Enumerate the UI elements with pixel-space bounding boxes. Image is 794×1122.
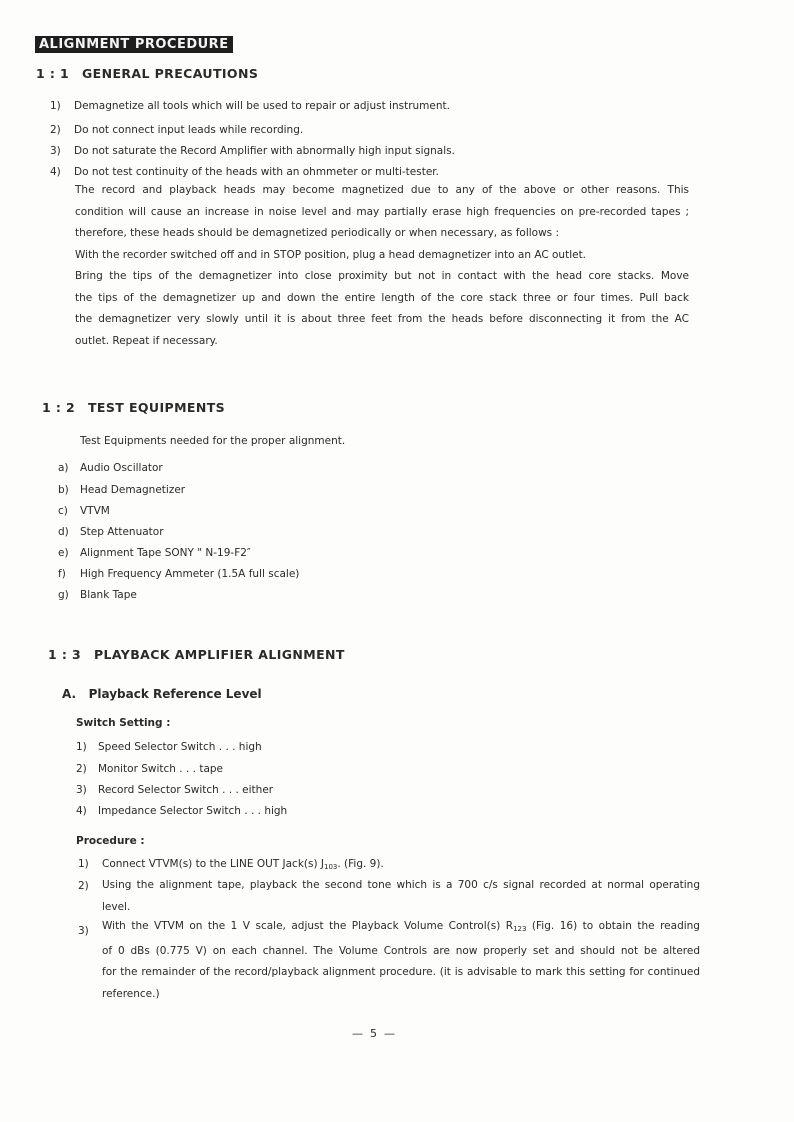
list-item [58, 505, 110, 517]
step-line: of 0 dBs (0.775 V) on each channel. The Volume Controls are now properly set and should not be altered [102, 944, 700, 957]
procedure-step-text [102, 875, 700, 918]
item-text: Do not connect input leads while recording. [74, 124, 304, 136]
step-line: reference.) [102, 987, 160, 1000]
item-text: Do not test continuity of the heads with an ohmmeter or multi-tester. [74, 166, 439, 178]
list-item [76, 805, 287, 817]
item-text: Monitor Switch . . . tape [98, 763, 224, 775]
item-marker: f) [58, 568, 66, 580]
step-marker: 3) [78, 925, 89, 937]
item-marker: e) [58, 547, 69, 559]
list-item [50, 166, 690, 178]
procedure-step-text [102, 916, 700, 1005]
test-equipment-intro: Test Equipments needed for the proper alignment. [80, 435, 346, 447]
paragraph-line: The record and playback heads may become magnetized due to any of the above or other reasons. This [75, 184, 689, 196]
list-item [76, 741, 262, 753]
item-marker: 3) [76, 784, 87, 796]
item-text: Blank Tape [80, 589, 137, 601]
section-number: 1 : 3 [48, 647, 82, 662]
item-marker: 1) [76, 741, 87, 753]
item-marker: 4) [76, 805, 87, 817]
item-marker: 1) [50, 100, 61, 112]
demagnetize-paragraph [75, 180, 689, 352]
section-title: TEST EQUIPMENTS [88, 400, 226, 415]
list-item [58, 589, 137, 601]
paragraph-line: therefore, these heads should be demagnetized periodically or when necessary, as follows : [75, 227, 560, 239]
item-marker: c) [58, 505, 68, 517]
section-number: 1 : 2 [42, 400, 76, 415]
paragraph-line: outlet. Repeat if necessary. [75, 334, 218, 347]
list-item [50, 145, 690, 157]
list-item [50, 124, 690, 136]
item-marker: 3) [50, 145, 61, 157]
list-item [76, 784, 273, 796]
list-item [58, 484, 185, 496]
subsection-heading: A. Playback Reference Level [62, 687, 262, 701]
step-line: level. [102, 900, 131, 913]
procedure-step [78, 858, 384, 871]
item-marker: g) [58, 589, 69, 601]
paragraph-line: the tips of the demagnetizer up and down the entire length of the core stack three or four times. Pull back [75, 291, 689, 304]
step-line: for the remainder of the record/playback alignment procedure. (it is advisable to mark this setting for continued [102, 966, 700, 978]
section-heading-test-equipments [42, 400, 225, 415]
step-marker: 2) [78, 880, 89, 892]
section-heading-general-precautions [36, 66, 258, 81]
item-text: Speed Selector Switch . . . high [98, 741, 262, 753]
item-marker: 4) [50, 166, 61, 178]
step-text: . (Fig. 9). [337, 858, 384, 870]
procedure-label: Procedure : [76, 835, 145, 847]
item-text: Alignment Tape SONY " N-19-F2″ [80, 547, 251, 559]
list-item [76, 763, 223, 775]
subscript: 123 [513, 925, 527, 933]
item-text: Do not saturate the Record Amplifier with abnormally high input signals. [74, 145, 455, 157]
item-text: Head Demagnetizer [80, 484, 186, 496]
section-banner: ALIGNMENT PROCEDURE [35, 36, 233, 53]
item-text: High Frequency Ammeter (1.5A full scale) [80, 568, 300, 580]
item-text: Step Attenuator [80, 526, 164, 538]
paragraph-line: the demagnetizer very slowly until it is about three feet from the heads before disconnecting it from the AC [75, 313, 689, 325]
step-text: (Fig. 16) to obtain the reading [526, 920, 700, 932]
section-title: GENERAL PRECAUTIONS [82, 66, 259, 81]
section-number: 1 : 1 [36, 66, 70, 81]
step-text: With the VTVM on the 1 V scale, adjust the Playback Volume Control(s) R [102, 920, 514, 932]
section-title: PLAYBACK AMPLIFIER ALIGNMENT [94, 647, 345, 662]
step-text: Connect VTVM(s) to the LINE OUT Jack(s) J [102, 858, 324, 870]
subscript: 103 [324, 863, 338, 871]
item-marker: b) [58, 484, 69, 496]
list-item [58, 462, 163, 474]
step-marker: 1) [78, 858, 89, 870]
list-item [58, 547, 251, 559]
item-marker: d) [58, 526, 69, 538]
item-text: Audio Oscillator [80, 462, 163, 474]
page-number: — 5 — [352, 1027, 395, 1040]
step-line [102, 916, 700, 941]
list-item [50, 100, 690, 112]
paragraph-line: condition will cause an increase in noise level and may partially erase high frequencies on pre-recorded tapes ; [75, 205, 689, 218]
item-marker: 2) [76, 763, 87, 775]
item-text: Demagnetize all tools which will be used to repair or adjust instrument. [74, 100, 450, 112]
paragraph-line: Bring the tips of the demagnetizer into close proximity but not in contact with the head core stacks. Move [75, 270, 689, 282]
item-text: VTVM [80, 505, 110, 517]
list-item [58, 526, 164, 538]
step-line: Using the alignment tape, playback the second tone which is a 700 c/s signal recorded at normal operating [102, 879, 700, 891]
switch-setting-label: Switch Setting : [76, 717, 171, 729]
item-marker: a) [58, 462, 69, 474]
list-item [58, 568, 299, 580]
item-text: Impedance Selector Switch . . . high [98, 805, 288, 817]
section-heading-playback-alignment [48, 647, 345, 662]
paragraph-line: With the recorder switched off and in STOP position, plug a head demagnetizer into an AC outlet. [75, 248, 587, 261]
item-marker: 2) [50, 124, 61, 136]
item-text: Record Selector Switch . . . either [98, 784, 274, 796]
